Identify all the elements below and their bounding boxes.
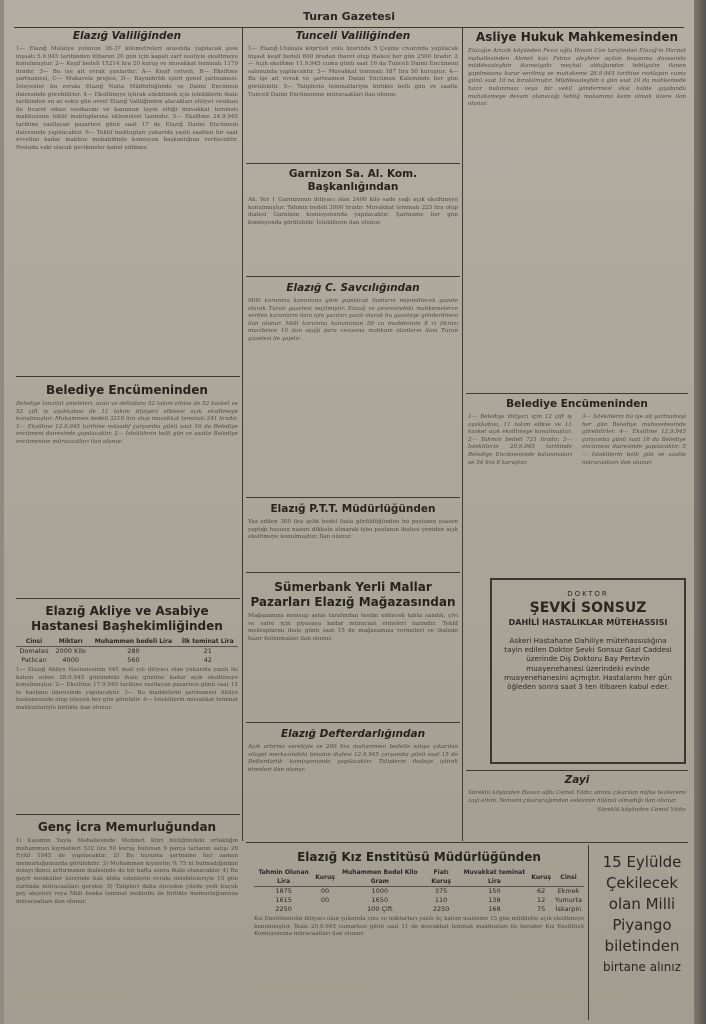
ad-body-left: 1— Belediye ihtiyacı için 12 çift iş ayakkabısı, 11 takım elbise ve 11 kasket açık eksiltmeye konulmuştur. 2— Tahmin bedeli 721 liradır. 3— İsteklilerin 29.9.945 tarihinde Belediye Encümeninde bulunmaları ve 54 lira 8 kuruştur. [468, 414, 572, 466]
ad-title: Elazığ Valiliğinden [72, 30, 182, 42]
table-cell: 2000 Kilo [55, 647, 86, 655]
divider [466, 393, 688, 394]
ad-defterdarlik [248, 728, 458, 836]
column-rule-1 [242, 27, 243, 841]
table-header: Muhammen bedeli Lira [89, 637, 177, 647]
ad-title: Elazığ P.T.T. Müdürlüğünden [270, 503, 436, 515]
table-cell: 138 [488, 896, 501, 904]
ad-title: Elazığ Defterdarlığından [280, 728, 426, 740]
ad-akliye-hastanesi [16, 604, 238, 810]
ad-body: Belediye tanzifat ameleleri, ozan ve dellallara 52 takım elbise ile 52 kasket ve 52 çift iş ayakkabısı ile 11 takım itfaiyeci elbisesi açık eksiltmeye konulmuştur. Muhammen bedeli 3210 lira olup muvakkat teminatı 241 liradır. 1— Eksiltme 12.9.945 tarihine müsadif çarşamba günü saat 16 da Belediye encümeni dairesinde yapılacaktır. 2— İsteklilerin belli gün ve saatte Belediye encümenine müracaatları ilan olunur. [16, 401, 238, 445]
divider [246, 497, 460, 498]
table-cell: Ekmek [557, 887, 580, 895]
table-cell: 4000 [62, 656, 79, 664]
table-header: Kuruş [313, 868, 337, 887]
table-cell: 168 [488, 905, 501, 913]
lottery-line: biletinden [604, 937, 680, 955]
table-cell: 1000 [371, 887, 389, 895]
ad-title: Elazığ C. Savcılığından [286, 282, 420, 294]
divider [16, 598, 240, 599]
table-header: Fiatı Kuruş [423, 868, 460, 887]
table-cell: 2250 [432, 905, 450, 913]
table-cell: 2250 [275, 905, 292, 913]
ad-title: Elazığ Kız Enstitüsü Müdürlüğünden [297, 850, 541, 864]
table-header: Tahmin Olunan Lira [254, 868, 313, 887]
table-header: Muvakkat teminat Lira [459, 868, 529, 887]
ad-body-right: 3— İsteklilerin bu işe ait şartnameyi her gün Belediye muhasebesinde görebilirler. 4— Eksiltme 12.9.945 çarşamba günü saat 16 da Belediye encümeni dairesinde yapılacaktır. 5— İsteklilerin belli gün ve saatte müracaatları ilan olunur. [582, 414, 686, 466]
table-header: Miktarı [52, 637, 89, 647]
ad-title: Garnizon Sa. Al. Kom. Başkanlığından [288, 168, 418, 193]
ad-savcilik [248, 282, 458, 492]
ad-belediye-encumeni-2 [468, 398, 686, 568]
table-cell: 62 [537, 887, 546, 895]
doctor-ad-text: Askeri Hastahane Dahiliye mütehassıslığına tayin edilen Doktor Şevki Sonsuz Gazi Caddesi üzerinde Diş Doktoru Bay Pertevin muayenehanesi üzerindeki evinde muayenehanesini açmıştır. Hastalarını her gün öğleden sonra saat 3 ten itibaren kabul eder. [504, 636, 672, 692]
ad-body: 1) Kasımın Yayla Mahallesinde Mehmet Kürt bölüğündeki ortaklığın muhammen kıymetleri 532 lira 50 kuruş bulunan 9 parça tarlanın satışı 29 Eylül 1945 de yapılacaktır. 2) Bu hususta şartname her zaman memurluğumuzda görülebilir. 3) Muhammen kıymetin % 75 ni bulmadığından dolayı ikinci arttırmanın ihalesinde de bir hafta sonra ihale olunacaktır. 4) Bu gayri menkuller üzerinde hak iddia edenlerin evrakı müsbiteleriyle 15 gün zarfında müracaatları gerekir. 5) Talipleri daha önceden yüzde yedi buçuk pey akçeleri veya Milli banka teminat mektubu ile birlikte memurluğumuza müracaatları ilan olunur. [16, 838, 238, 905]
table-cell: 375 [434, 887, 448, 895]
ad-asliye-hukuk [468, 30, 686, 390]
kiz-table [254, 868, 584, 914]
table-cell: Yumurta [554, 896, 582, 904]
ad-body: Süreklü köyünden Hasan oğlu Cemal Yıldız adıma çıkarılan nüfus tezkeremi zayi ettim. Yenisini çıkaracağımdan eskisinin hükmü olmadığı ilan olunur. [468, 790, 686, 804]
newspaper-page [4, 0, 694, 1024]
ad-genc-icra [16, 820, 238, 1020]
ad-title: Genç İcra Memurluğundan [37, 820, 217, 834]
ad-title: Belediye Encümeninden [506, 398, 648, 410]
table-row [254, 896, 584, 905]
table-cell: 21 [203, 647, 212, 655]
divider [246, 276, 460, 277]
page-edge-shadow [694, 0, 706, 1024]
ad-signature: Süreklü köyünden Cemal Yıldız [597, 807, 686, 814]
table-header: Muhammen Bedel Kilo Gram [337, 868, 423, 887]
masthead-rule [14, 27, 684, 28]
lottery-line: Çekilecek [605, 874, 679, 892]
table-row [16, 656, 238, 665]
ad-body: Milli korunma kanununa göre yapılacak ilanların neşredilecek gazete olarak Turan gazetesi seçilmiştir. Elazığ ve çevresindeki mahkemelerce verilen kararların ilanı için yazıları yazılı olarak bu gazeteye gönderilmesi ilan olunur. Milli korunma kanununun 59 cu maddesinin 8 ci fıkrası mucibince 10 dan aşağı para cezasına mahkum olanların ilanı Turan gazetesi ile yapılır. [248, 298, 458, 342]
ad-body: Açık artırma suretiyle ve 200 lira muhammen bedelle satışa çıkarılan vilayet merkezindeki binanın ihalesi 12.9.945 çarşamba günü saat 15 de Defterdarlık komisyonunda yapılacaktır. Taliplerin ihaleye iştirak etmeleri ilan olunur. [248, 744, 458, 773]
table-header: Cinsi [16, 637, 52, 647]
divider [16, 814, 240, 815]
column-rule-3 [588, 845, 589, 1020]
table-cell: 150 [488, 887, 501, 895]
table-header: İlk teminat Lira [178, 637, 238, 647]
ad-title: Sümerbank Yerli Mallar Pazarları Elazığ Mağazasından [250, 580, 456, 609]
ad-body: 1— Elazığ Akliye Hastanesinin 945 mali yılı ihtiyacı olan yukarıda yazılı iki kalem sebze 28.9.945 günündeki ihale gününe kadar açık eksiltmeye konulmuştur. 2— Eksiltme 17.9.945 tarihine rastlayan pazartesi günü saat 15 te hastane idaresinde yapılacaktır. 3— Bu maddelerin şartnamesi Akliye hastanesinde olup isteyen her gün görebilir. 4— İsteklilerin muvakkat teminat makbuzlariyle birlikte ilan olunur. [16, 667, 238, 711]
table-cell: 100 Çift [367, 905, 393, 913]
table-header: Cinsi [553, 868, 584, 887]
table-row [254, 887, 584, 897]
ad-title: Tunceli Valiliğinden [295, 30, 411, 42]
ad-sumerbank [248, 580, 458, 718]
table-cell: İskarpin [555, 905, 582, 913]
table-cell: 110 [434, 896, 448, 904]
table-cell: 00 [320, 887, 330, 895]
doctor-advertisement [490, 578, 686, 764]
divider [246, 163, 460, 164]
newspaper-masthead: Turan Gazetesi [303, 10, 395, 23]
table-cell: 1875 [275, 887, 292, 895]
table-header: Kuruş [529, 868, 553, 887]
ad-belediye-encumeni [16, 383, 238, 593]
table-header-row [16, 637, 238, 647]
doctor-name: ŞEVKİ SONSUZ [529, 600, 647, 616]
milli-piyango-ad [594, 852, 690, 978]
ad-title: Elazığ Akliye ve Asabiye Hastanesi Başhekimliğinden [31, 604, 223, 633]
lottery-line: 15 Eylülde [602, 853, 682, 871]
table-cell [313, 905, 337, 914]
ad-ptt [248, 503, 458, 567]
table-cell: Patlıcan [21, 656, 47, 664]
ad-title: Zayi [564, 774, 590, 786]
ad-body: Mağazamıza mensup şahıs tarafından teslim edilecek tahta sandık, çivi ve saire için piyasaya kadar müracaat etmeleri lazımdır. Teklif mektuplarını ihale günü saat 15 de mağazamıza vermeleri ve ihalede hazır bulunmaları ilan olunur. [248, 613, 458, 642]
lottery-line: olan Milli [608, 895, 676, 913]
ad-body: 1— Elazığ Malatya yolunun 36-37 kilometreleri arasında yapılacak şose inşaatı 5.9.945 tarihinden itibaren 20 gün için kapalı zarf usuliyle eksiltmeye konulmuştur. 2— Keşif bedeli 15214 lira 20 kuruş ve muvakkat teminatı 1179 liradır. 3— Bu işe ait evrak şunlardır: A— Keşif cetveli, B— Eksiltme şartnamesi, C— Mukavele projesi, D— Bayındırlık işleri genel şartnamesi. İsteyenler bu evrakı Elazığ Nafıa Müdürlüğünde ve Daimi Encümen dairesinde görebilirler. 4— Eksiltmeye iştirak edebilmek için isteklilerin ihale tarihinden en az sekiz gün evvel Elazığ Valiliğinden alacakları ehliyet vesikası ile ticaret odası vesikasını ve kanunun tayin ettiği muvakkat teminatı makbuzunu teklif mektuplarına eklemeleri lazımdır. 5— Eksiltme 24.9.945 tarihine rastlayan pazartesi günü saat 17 de Elazığ Daimi Encümeni dairesinde yapılacaktır. 6— Teklif mektupları yukarıda yazılı saatten bir saat evveline kadar makbuz mukabilinde komisyon başkanlığına verilecektir. Postada vaki olacak gecikmeler kabul edilmez. [16, 46, 238, 151]
ad-body: Elazığın Aruzik köyünden Fevzi oğlu Hasan Can tarafından Elazığ'ın Harput mahallesinden Ahmet kızı Fatma aleyhine açılan boşanma davasında müddeaaleyhin ikametgahı meçhul olduğundan tebligatın ilanen yapılmasına karar verilmiş ve muhakeme 28.9.945 tarihine rastlayan cuma günü saat 10 na bırakılmıştır. Müddeaaleyhin o gün saat 10 da mahkemede hazır bulunması veya bir vekil göndermesi aksi halde gıyabında muhakemeye devam olunacağı tebliğ makamına kaim olmak üzere ilan olunur. [468, 48, 686, 108]
lottery-line: birtane alınız [602, 960, 681, 974]
ad-tunceli-valiligi [248, 30, 458, 160]
doctor-label: DOKTOR [567, 590, 609, 598]
table-cell: 280 [127, 647, 140, 655]
ad-body: Ak. Yer 1 Garnizonun ihtiyacı olan 2400 kilo sade yağı açık eksiltmeye konulmuştur. Tahmin bedeli 3000 liradır. Muvakkat teminatı 225 lira olup ihalesi Garnizon komisyonunda yapılacaktır. Şartname her gün komisyonda görülebilir. İsteklilerin ilan olunur. [248, 197, 458, 226]
ad-zayi [468, 774, 686, 840]
table-cell: 00 [320, 896, 330, 904]
akliye-price-table [16, 637, 238, 665]
table-cell: 42 [203, 656, 212, 664]
divider [16, 376, 240, 377]
table-row [16, 647, 238, 657]
table-row [254, 905, 584, 914]
table-cell: 1650 [371, 896, 389, 904]
ad-garnizon [248, 168, 458, 272]
lottery-line: Piyango [612, 916, 672, 934]
table-cell: 1615 [275, 896, 292, 904]
column-rule-2 [462, 27, 463, 841]
ad-body: Vaz edilen 300 lira aylık bedel fazla görüldüğünden bu postanın esasen yaptığı hususu nazarı dikkate alınarak işbu postanın ihalesi yeniden açık eksiltmeye konulmuştur. İlan olunur. [248, 519, 458, 541]
divider [246, 572, 460, 573]
ad-elazig-valiligi [16, 30, 238, 370]
ad-title: Asliye Hukuk Mahkemesinden [475, 30, 679, 44]
ad-body: 1— Elazığ-Ulukışla köprüsü yolu üzerinde 5 Çeşme civarında yapılacak inşaat keşif bedeli 600 liradan ibaret olup ihalesi her gün 2500 liradır. 2— Açık eksiltme 11.9.945 cuma günü saat 16 da Tunceli Daimi Encümeni salonunda yapılacaktır. 3— Muvakkat teminatı 187 lira 50 kuruştur. 4— Bu işe ait evrak ve şartnamesi Daimi Encümen Kaleminde her gün görülebilir. 5— Taliplerin teminatlariyle birlikte belli gün ve saatte Tunceli Daimi Encümenine müracaatları ilan olunur. [248, 46, 458, 98]
divider [466, 770, 688, 771]
ad-title: Belediye Encümeninden [46, 383, 208, 397]
table-cell: 75 [537, 905, 546, 913]
ad-kiz-enstitusu [254, 850, 584, 1020]
table-header-row [254, 868, 584, 887]
divider [246, 722, 460, 723]
table-cell: Domates [19, 647, 49, 655]
ad-body: Kız Enstitüsünün ihtiyacı olan yukarıda cins ve miktarları yazılı üç kalem malzeme 15 gün müddetle açık eksiltmeye konulmuştur. İhale 29.9.945 cumartesi günü saat 11 de muvakkat teminat makbuzları ile beraber Kız Enstitüsü Komisyonuna müracaatları ilan olunur. [254, 916, 584, 938]
divider [246, 842, 688, 843]
table-cell: 560 [127, 656, 140, 664]
table-cell: 12 [537, 896, 546, 904]
doctor-specialty: DAHİLİ HASTALIKLAR MÜTEHASSISI [508, 618, 668, 627]
